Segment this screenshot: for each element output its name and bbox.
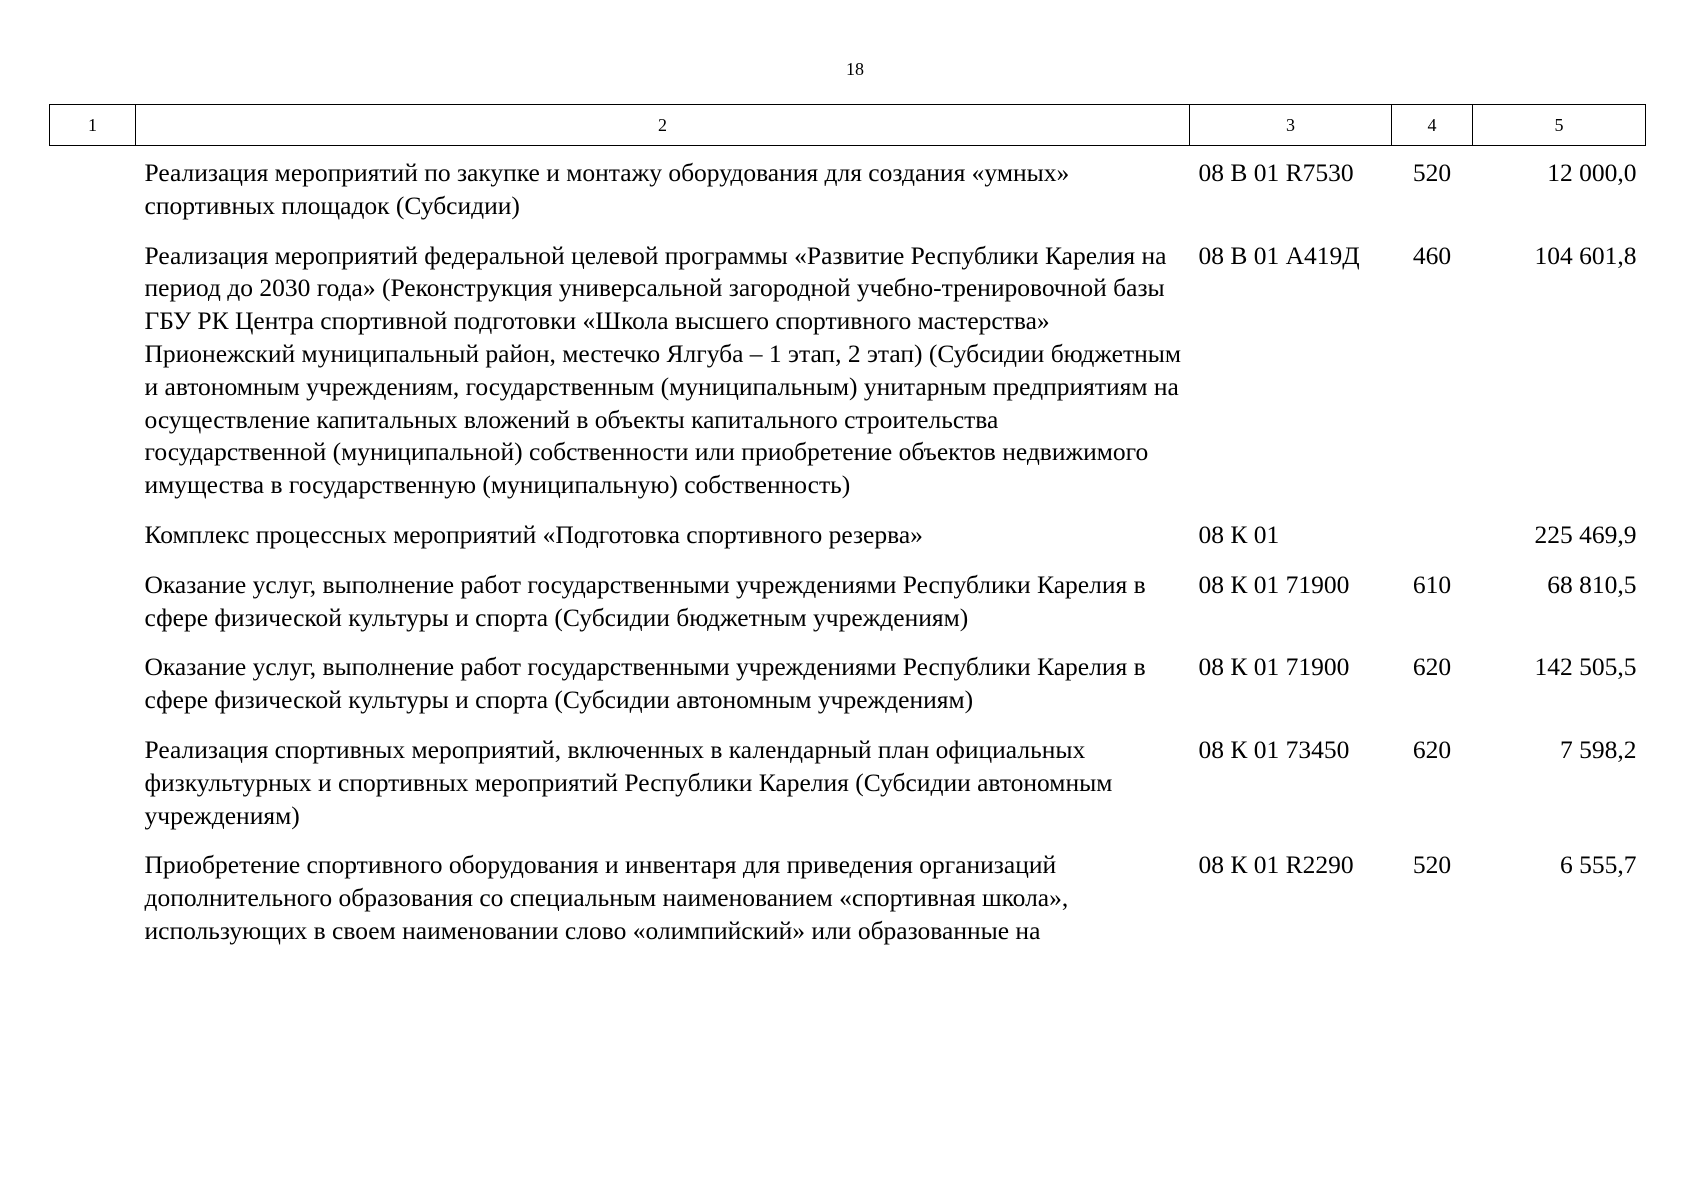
row-index-cell [50,849,136,964]
table-row [50,651,1646,734]
table-row [50,519,1646,569]
target-article-code: 08 К 01 71900 [1198,569,1350,599]
row-index-cell [50,569,136,652]
row-index-cell [50,146,136,240]
item-name: Комплекс процессных мероприятий «Подготовка спортивного резерва» [144,519,923,549]
target-article-code: 08 В 01 R7530 [1198,158,1354,187]
amount: 6 555,7 [1560,850,1637,880]
amount: 12 000,0 [1547,158,1637,187]
amount: 142 505,5 [1534,652,1637,682]
row-index-cell [50,651,136,734]
item-name: Оказание услуг, выполнение работ государственными учреждениями Республики Карелия в сфере физической культуры и спорта (Субсидии автономным учреждениям) [144,652,1146,715]
header-col-1: 1 [50,105,136,146]
row-index-cell [50,519,136,569]
page-number: 18 [846,59,864,79]
target-article-code: 08 К 01 [1198,519,1280,549]
header-col-5: 5 [1473,105,1646,146]
header-col-3: 3 [1190,105,1392,146]
row-index-cell [50,240,136,519]
target-article-code: 08 К 01 73450 [1198,734,1350,764]
item-name: Реализация мероприятий по закупке и монтажу оборудования для создания «умных» спортивных площадок (Субсидии) [144,158,1070,220]
item-name: Реализация мероприятий федеральной целевой программы «Развитие Республики Карелия на период до 2030 года» (Реконструкция универсальной загородной учебно-тренировочной базы ГБУ РК Центра спортивной подготовки «Школа высшего спортивного мастерства» Прионежский муниципальный район, местечко Ялгуба – 1 этап, 2 этап) (Субсидии бюджетным и автономным учреждениям, государственным (муниципальным) унитарным предприятиям на осуществление капитальных вложений в объекты капитального строительства государственной (муниципальной) собственности или приобретение объектов недвижимого имущества в государственную (муниципальную) собственность) [144,240,1182,500]
header-row [50,105,1646,146]
expense-type-code: 620 [1412,734,1452,764]
table-row [50,146,1646,240]
expense-type-code: 610 [1412,569,1452,599]
table-header [50,105,1646,146]
header-col-4: 4 [1392,105,1473,146]
expense-type-code: 460 [1412,240,1452,270]
amount: 104 601,8 [1534,240,1637,270]
target-article-code: 08 В 01 А419Д [1198,240,1360,270]
amount: 225 469,9 [1534,519,1637,549]
item-name: Реализация спортивных мероприятий, включенных в календарный план официальных физкультурных и спортивных мероприятий Республики Карелия (Субсидии автономным учреждениям) [144,734,1113,830]
target-article-code: 08 К 01 71900 [1198,652,1350,682]
table-row [50,240,1646,519]
expense-type-code: 520 [1412,850,1452,880]
budget-table [49,104,1646,965]
amount: 68 810,5 [1547,569,1637,599]
amount: 7 598,2 [1560,734,1637,764]
expense-type-code: 620 [1412,652,1452,682]
item-name: Оказание услуг, выполнение работ государственными учреждениями Республики Карелия в сфере физической культуры и спорта (Субсидии бюджетным учреждениям) [144,569,1146,632]
table-body [50,146,1646,965]
table-row [50,734,1646,849]
row-index-cell [50,734,136,849]
target-article-code: 08 К 01 R2290 [1198,850,1354,880]
item-name: Приобретение спортивного оборудования и инвентаря для приведения организаций дополнительного образования со специальным наименованием «спортивная школа», использующих в своем наименовании слово «олимпийский» или образованные на [144,850,1069,945]
table-row [50,849,1646,964]
expense-type-code [1392,519,1473,569]
table-row [50,569,1646,652]
expense-type-code: 520 [1412,158,1452,187]
header-col-2: 2 [136,105,1190,146]
